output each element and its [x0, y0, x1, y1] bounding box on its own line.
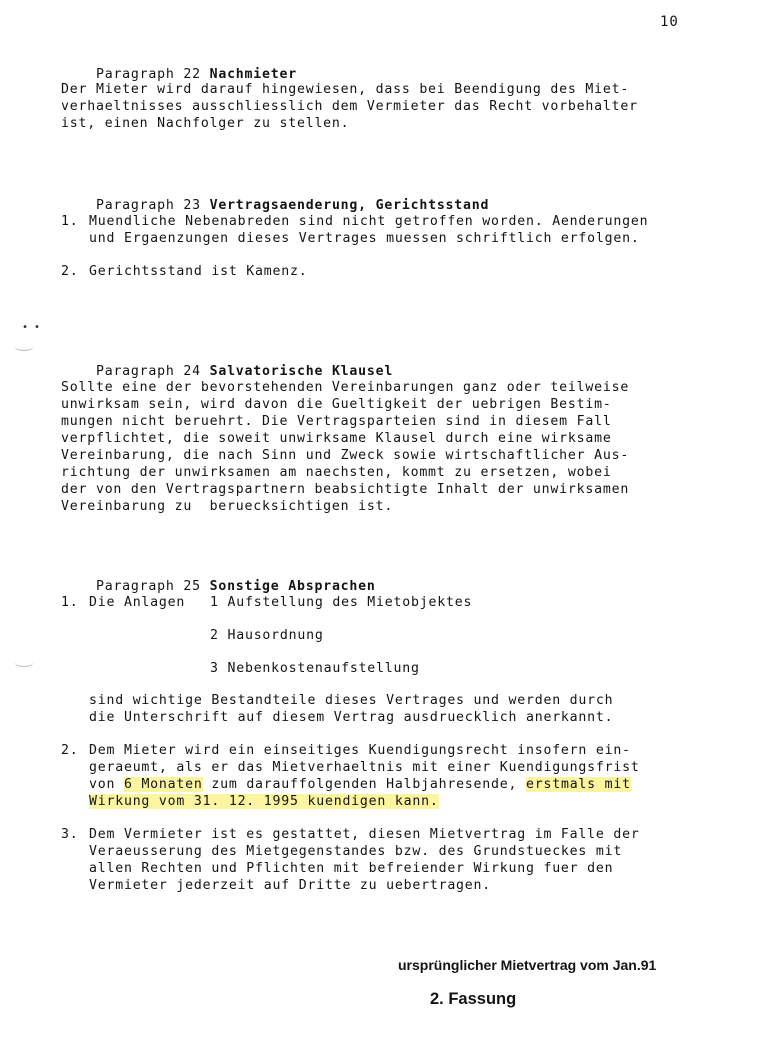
paragraph-23-title: Vertragsaenderung, Gerichtsstand [209, 198, 490, 213]
paragraph-24-text-line: Vereinbarung zu beruecksichtigen ist. [61, 499, 394, 514]
page-number: 10 [660, 14, 679, 30]
paragraph-25-item3-line: allen Rechten und Pflichten mit befreiender Wirkung fuer den [89, 861, 614, 876]
paragraph-24-text-line: Vereinbarung, die nach Sinn und Zweck sowie wirtschaftlicher Aus- [61, 448, 630, 463]
paragraph-25-item3-line: Vermieter jederzeit auf Dritte zu uebertragen. [89, 878, 492, 893]
paragraph-22-text-line: verhaeltnisses ausschliesslich dem Vermieter das Recht vorbehalter [61, 99, 638, 114]
paragraph-23-item-number: 1. [61, 214, 79, 229]
original-contract-note: ursprünglicher Mietvertrag vom Jan.91 [398, 957, 657, 973]
paragraph-22-text-line: ist, einen Nachfolger zu stellen. [61, 116, 350, 131]
paragraph-25-item1-line: die Unterschrift auf diesem Vertrag ausdruecklich anerkannt. [89, 710, 614, 725]
paragraph-23-item2-line: Gerichtsstand ist Kamenz. [89, 264, 308, 279]
paragraph-25-label: Paragraph 25 [95, 579, 201, 594]
paragraph-25-item-number: 2. [61, 743, 79, 758]
paragraph-23-label: Paragraph 23 [95, 198, 201, 213]
margin-mark [14, 656, 34, 667]
paragraph-25-item2-line: geraeumt, als er das Mietverhaeltnis mit einer Kuendigungsfrist [89, 760, 640, 775]
version-note: 2. Fassung [430, 990, 517, 1008]
paragraph-24-text-line: mungen nicht beruehrt. Die Vertragsparteien sind in diesem Fall [61, 414, 612, 429]
highlighted-text: 6 Monaten [123, 777, 203, 792]
paragraph-25-item2-line [89, 793, 439, 810]
paragraph-23-item1-line: Muendliche Nebenabreden sind nicht getroffen worden. Aenderungen [89, 214, 649, 229]
paragraph-22-title: Nachmieter [209, 67, 297, 82]
paragraph-25-item-number: 1. [61, 595, 79, 610]
paragraph-23-item1-line: und Ergaenzungen dieses Vertrages muessen schriftlich erfolgen. [89, 231, 640, 246]
annex-intro: Die Anlagen [89, 595, 186, 610]
paragraph-25-item-number: 3. [61, 827, 79, 842]
paragraph-25-title: Sonstige Absprachen [209, 579, 376, 594]
paragraph-25-item2-line [89, 776, 631, 793]
margin-mark [14, 340, 34, 351]
annex-item: 3 Nebenkostenaufstellung [210, 661, 420, 676]
text-run: von [89, 777, 124, 792]
text-run: zum darauffolgenden Halbjahresende, [202, 777, 526, 792]
paragraph-22-label: Paragraph 22 [95, 67, 201, 82]
paragraph-22-text-line: Der Mieter wird darauf hingewiesen, dass bei Beendigung des Miet- [61, 82, 630, 97]
paragraph-23-item-number: 2. [61, 264, 79, 279]
paragraph-24-text-line: der von den Vertragspartnern beabsichtigte Inhalt der unwirksamen [61, 482, 630, 497]
paragraph-24-text-line: verpflichtet, die soweit unwirksame Klausel durch eine wirksame [61, 431, 612, 446]
paragraph-24-text-line: unwirksam sein, wird davon die Gueltigkeit der uebrigen Bestim- [61, 397, 612, 412]
margin-dots: • • [22, 322, 41, 333]
annex-item: 1 Aufstellung des Mietobjektes [210, 595, 473, 610]
paragraph-24-label: Paragraph 24 [95, 364, 201, 379]
paragraph-24-text-line: richtung der unwirksamen am naechsten, kommt zu ersetzen, wobei [61, 465, 612, 480]
paragraph-24-text-line: Sollte eine der bevorstehenden Vereinbarungen ganz oder teilweise [61, 380, 630, 395]
annex-item: 2 Hausordnung [210, 628, 324, 643]
paragraph-25-item2-line: Dem Mieter wird ein einseitiges Kuendigungsrecht insofern ein- [89, 743, 631, 758]
paragraph-25-item3-line: Veraeusserung des Mietgegenstandes bzw. des Grundstueckes mit [89, 844, 623, 859]
paragraph-24-title: Salvatorische Klausel [209, 364, 394, 379]
paragraph-25-item1-line: sind wichtige Bestandteile dieses Vertrages und werden durch [89, 693, 614, 708]
highlighted-text: Wirkung vom 31. 12. 1995 kuendigen kann. [89, 794, 439, 809]
highlighted-text: erstmals mit [526, 777, 631, 792]
paragraph-25-item3-line: Dem Vermieter ist es gestattet, diesen Mietvertrag im Falle der [89, 827, 640, 842]
